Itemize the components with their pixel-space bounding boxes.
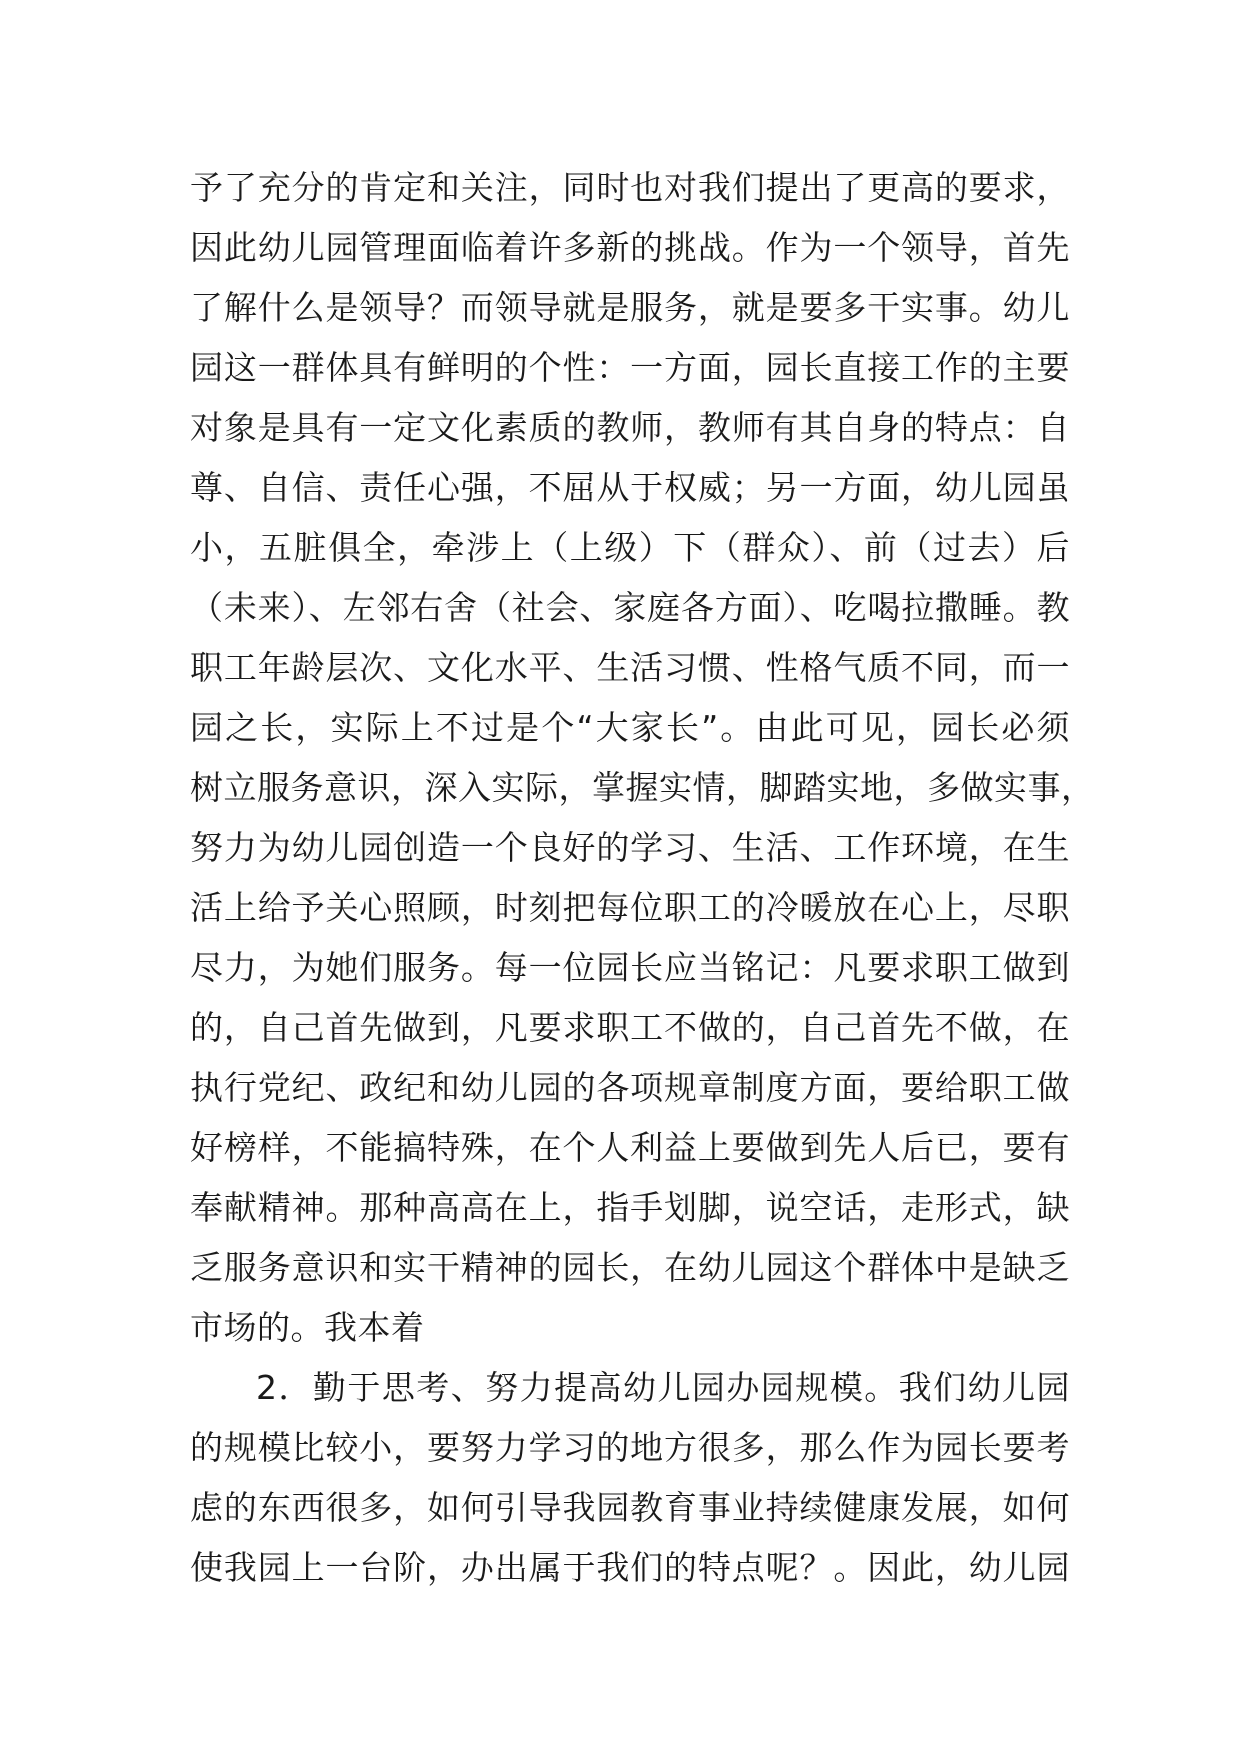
text-line: 使我园上一台阶，办出属于我们的特点呢？。因此，幼儿园 [190, 1548, 1070, 1587]
text-line: 小，五脏俱全，牵涉上（上级）下（群众）、前（过去）后 [190, 528, 1070, 567]
text-line: 了解什么是领导？而领导就是服务，就是要多干实事。幼儿 [190, 288, 1070, 327]
text-line: 活上给予关心照顾，时刻把每位职工的冷暖放在心上，尽职 [190, 888, 1070, 927]
text-line: 职工年龄层次、文化水平、生活习惯、性格气质不同，而一 [190, 648, 1070, 687]
body-text [190, 158, 1095, 1598]
text-line: （未来）、左邻右舍（社会、家庭各方面）、吃喝拉撒睡。教 [190, 588, 1070, 627]
text-line: 奉献精神。那种高高在上，指手划脚，说空话，走形式，缺 [190, 1188, 1070, 1227]
text-line: 市场的。我本着 [190, 1308, 425, 1347]
text-line: 尽力，为她们服务。每一位园长应当铭记：凡要求职工做到 [190, 948, 1070, 987]
text-line: 执行党纪、政纪和幼儿园的各项规章制度方面，要给职工做 [190, 1068, 1070, 1107]
text-line: 树立服务意识，深入实际，掌握实情，脚踏实地，多做实事， [190, 768, 1095, 807]
text-line: 虑的东西很多，如何引导我园教育事业持续健康发展，如何 [190, 1488, 1070, 1527]
text-line: 予了充分的肯定和关注，同时也对我们提出了更高的要求， [190, 168, 1070, 207]
text-line: 园之长，实际上不过是个“大家长”。由此可见，园长必须 [190, 708, 1070, 747]
text-line: 好榜样，不能搞特殊，在个人利益上要做到先人后已，要有 [190, 1128, 1070, 1167]
text-line: 的规模比较小，要努力学习的地方很多，那么作为园长要考 [190, 1428, 1070, 1467]
text-line: 乏服务意识和实干精神的园长，在幼儿园这个群体中是缺乏 [190, 1248, 1070, 1287]
text-line: 尊、自信、责任心强，不屈从于权威；另一方面，幼儿园虽 [190, 468, 1070, 507]
text-line: 的，自己首先做到，凡要求职工不做的，自己首先不做，在 [190, 1008, 1070, 1047]
text-line: 对象是具有一定文化素质的教师，教师有其自身的特点：自 [190, 408, 1070, 447]
text-line: 园这一群体具有鲜明的个性：一方面，园长直接工作的主要 [190, 348, 1070, 387]
numbered-paragraph-start: 2．勤于思考、努力提高幼儿园办园规模。我们幼儿园 [256, 1368, 1070, 1407]
text-line: 因此幼儿园管理面临着许多新的挑战。作为一个领导，首先 [190, 228, 1070, 267]
text-line: 努力为幼儿园创造一个良好的学习、生活、工作环境，在生 [190, 828, 1070, 867]
